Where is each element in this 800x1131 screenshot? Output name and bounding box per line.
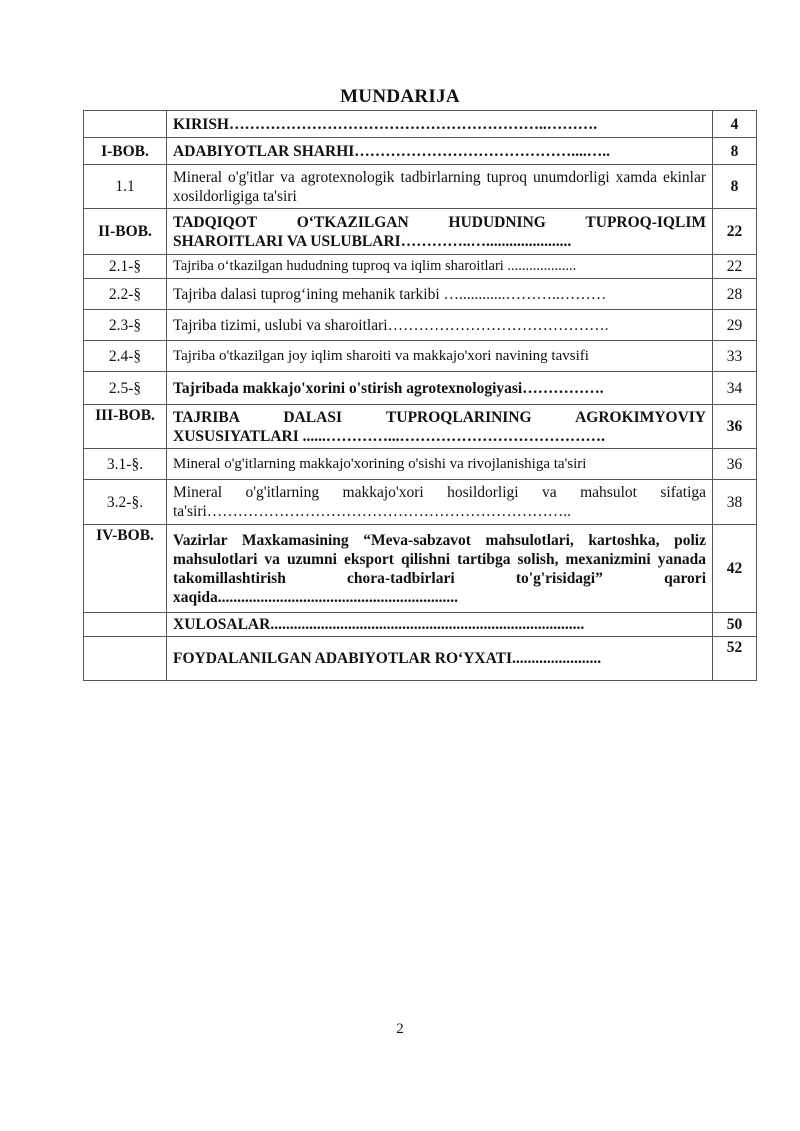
- toc-row-chapter-3[interactable]: [84, 405, 757, 449]
- toc-title: Tajriba o‘tkazilgan hududning tuproq va iqlim sharoitlari ...................: [167, 255, 713, 279]
- toc-row-2-1[interactable]: [84, 255, 757, 279]
- page-title: MUNDARIJA: [340, 86, 460, 107]
- toc-row-kirish[interactable]: [84, 111, 757, 138]
- toc-number: 2.5-§: [84, 372, 167, 405]
- toc-page: 8: [713, 138, 757, 165]
- toc-title: Vazirlar Maxkamasining “Meva-sabzavot mahsulotlari, kartoshka, poliz mahsulotlari va uzumni eksport qilishni tartibga solish, mexanizmini yanada takomillashtirish chora-tadbirlari to'g'risidagi” qarori xaqida..............................................................: [167, 525, 713, 613]
- toc-page: 52: [713, 637, 757, 681]
- toc-page: 22: [713, 209, 757, 255]
- toc-page: 38: [713, 480, 757, 525]
- toc-title: Mineral o'g'itlarning makkajo'xori hosildorligi va mahsulot sifatiga ta'siri……………………………………………………………..: [167, 480, 713, 525]
- toc-number: 3.1-§.: [84, 449, 167, 480]
- toc-title: Mineral o'g'itlarning makkajo'xorining o'sishi va rivojlanishiga ta'siri: [167, 449, 713, 480]
- toc-row-chapter-1[interactable]: [84, 138, 757, 165]
- toc-number: 2.4-§: [84, 341, 167, 372]
- toc-number: II-BOB.: [84, 209, 167, 255]
- toc-title: Tajribada makkajo'xorini o'stirish agrotexnologiyasi…………….: [167, 372, 713, 405]
- toc-title: TADQIQOT O‘TKAZILGAN HUDUDNING TUPROQ-IQLIM SHAROITLARI VA USLUBLARI…………..…......................: [167, 209, 713, 255]
- toc-title: XULOSALAR.................................................................................: [167, 613, 713, 637]
- toc-number: I-BOB.: [84, 138, 167, 165]
- toc-title: Tajriba o'tkazilgan joy iqlim sharoiti va makkajo'xori navining tavsifi: [167, 341, 713, 372]
- toc-page: 33: [713, 341, 757, 372]
- toc-number: [84, 637, 167, 681]
- toc-number: 1.1: [84, 165, 167, 209]
- toc-number: 2.2-§: [84, 279, 167, 310]
- toc-page: 36: [713, 405, 757, 449]
- toc-page: 28: [713, 279, 757, 310]
- toc-page: 50: [713, 613, 757, 637]
- toc-page: 8: [713, 165, 757, 209]
- toc-title: Tajriba dalasi tuprog‘ining mehanik tarkibi …............………..………: [167, 279, 713, 310]
- toc-row-2-3[interactable]: [84, 310, 757, 341]
- toc-row-2-4[interactable]: [84, 341, 757, 372]
- toc-title: FOYDALANILGAN ADABIYOTLAR RO‘YXATI.......................: [167, 637, 713, 681]
- toc-page: 36: [713, 449, 757, 480]
- toc-number: [84, 613, 167, 637]
- toc-number: IV-BOB.: [84, 525, 167, 613]
- toc-row-1-1[interactable]: [84, 165, 757, 209]
- toc-title: ADABIYOTLAR SHARHI……………………………………....…..: [167, 138, 713, 165]
- toc-title: TAJRIBA DALASI TUPROQLARINING AGROKIMYOVIY XUSUSIYATLARI ......…………...………………………………….: [167, 405, 713, 449]
- toc-number: 3.2-§.: [84, 480, 167, 525]
- toc-number: 2.1-§: [84, 255, 167, 279]
- table-of-contents: [83, 110, 757, 681]
- toc-number: 2.3-§: [84, 310, 167, 341]
- toc-title: Mineral o'g'itlar va agrotexnologik tadbirlarning tuproq unumdorligi xamda ekinlar xosildorligiga ta'siri: [167, 165, 713, 209]
- toc-page: 22: [713, 255, 757, 279]
- toc-row-chapter-2[interactable]: [84, 209, 757, 255]
- toc-row-3-2[interactable]: [84, 480, 757, 525]
- toc-row-2-2[interactable]: [84, 279, 757, 310]
- toc-number: III-BOB.: [84, 405, 167, 449]
- toc-row-adabiyotlar[interactable]: [84, 637, 757, 681]
- toc-title: Tajriba tizimi, uslubi va sharoitlari…………………………………….: [167, 310, 713, 341]
- toc-row-2-5[interactable]: [84, 372, 757, 405]
- toc-page: 42: [713, 525, 757, 613]
- toc-row-3-1[interactable]: [84, 449, 757, 480]
- toc-title: KIRISH……………………………………………………..……….: [167, 111, 713, 138]
- toc-page: 34: [713, 372, 757, 405]
- toc-number: [84, 111, 167, 138]
- page-number: 2: [396, 1021, 404, 1037]
- toc-row-chapter-4[interactable]: [84, 525, 757, 613]
- toc-page: 4: [713, 111, 757, 138]
- toc-page: 29: [713, 310, 757, 341]
- toc-row-xulosalar[interactable]: [84, 613, 757, 637]
